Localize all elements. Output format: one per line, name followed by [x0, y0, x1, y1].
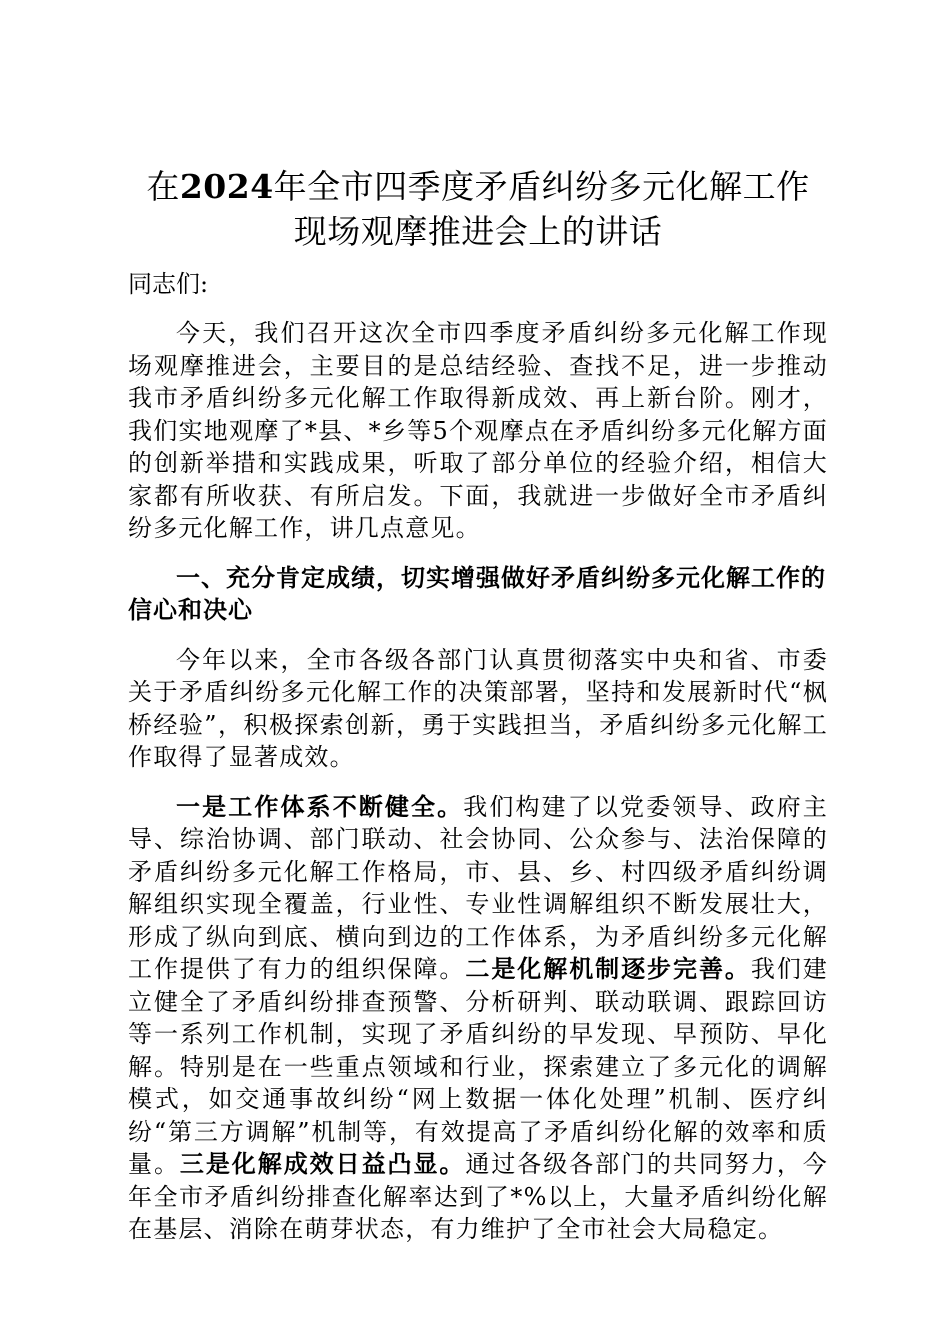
document-title — [88, 164, 868, 254]
section1-paragraph: 今年以来，全市各级各部门认真贯彻落实中央和省、市委关于矛盾纠纷多元化解工作的决策部署，坚持和发展新时代“枫桥经验”，积极探索创新，勇于实践担当，矛盾纠纷多元化解工作取得了显著成效。 — [128, 645, 828, 771]
document-body — [128, 164, 828, 1263]
point1-lead: 一是工作体系不断健全。 — [176, 792, 464, 821]
point3-text: 通过各级各部门的共同努力，今年全市矛盾纠纷排查化解率达到了*%以上，大量矛盾纠纷化解在基层、消除在萌芽状态，有力维护了全市社会大局稳定。 — [128, 1150, 828, 1243]
point2-text: 我们建立健全了矛盾纠纷排查预警、分析研判、联动联调、跟踪回访等一系列工作机制，实现了矛盾纠纷的早发现、早预防、早化解。特别是在一些重点领域和行业，探索建立了多元化的调解模式，如交通事故纠纷“网上数据一体化处理”机制、医疗纠纷“第三方调解”机制等，有效提高了矛盾纠纷化解的效率和质量。 — [128, 955, 828, 1178]
title-line2: 现场观摩推进会上的讲话 — [293, 212, 663, 251]
title-line1: 在2024年全市四季度矛盾纠纷多元化解工作 — [146, 167, 810, 206]
point2-lead: 二是化解机制逐步完善。 — [465, 955, 751, 983]
intro-paragraph: 今天，我们召开这次全市四季度矛盾纠纷多元化解工作现场观摩推进会，主要目的是总结经验、查找不足，进一步推动我市矛盾纠纷多元化解工作取得新成效、再上新台阶。刚才，我们实地观摩了*县、*乡等5个观摩点在矛盾纠纷多元化解方面的创新举措和实践成果，听取了部分单位的经验介绍，相信大家都有所收获、有所启发。下面，我就进一步做好全市矛盾纠纷多元化解工作，讲几点意见。 — [128, 319, 828, 542]
section-heading-1: 一、充分肯定成绩，切实增强做好矛盾纠纷多元化解工作的信心和决心 — [128, 563, 826, 624]
point1-text: 我们构建了以党委领导、政府主导、综治协调、部门联动、社会协同、公众参与、法治保障的矛盾纠纷多元化解工作格局，市、县、乡、村四级矛盾纠纷调解组织实现全覆盖，行业性、专业性调解组织不断发展壮大，形成了纵向到底、横向到边的工作体系，为矛盾纠纷多元化解工作提供了有力的组织保障。 — [128, 792, 828, 983]
point3-lead: 三是化解成效日益凸显。 — [179, 1150, 466, 1178]
achievements-paragraph — [128, 791, 828, 1246]
salutation: 同志们: — [128, 270, 209, 298]
title-year: 2024 — [179, 167, 274, 206]
